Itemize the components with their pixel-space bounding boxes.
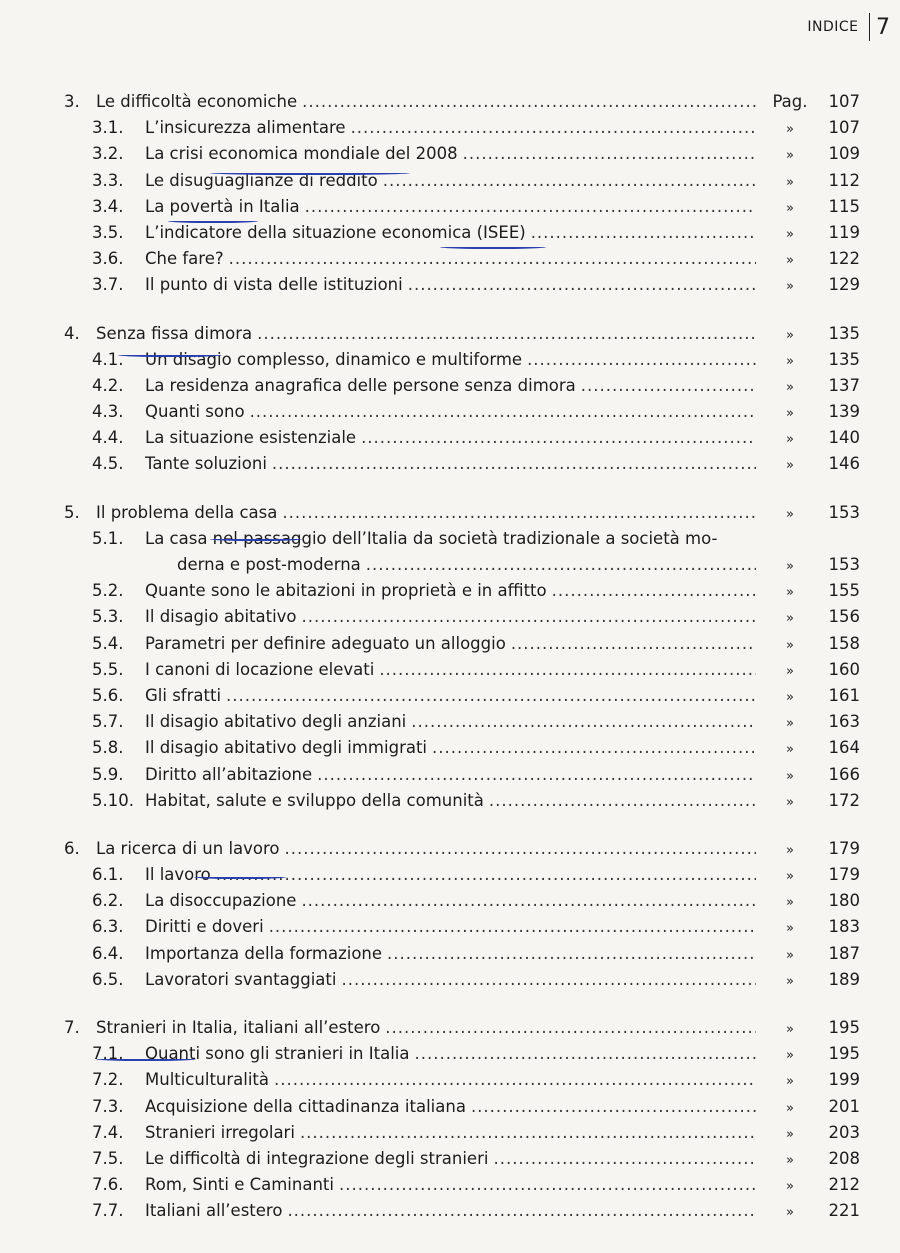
page-marker: » [786,663,794,679]
entry-number: 5.6. [92,685,124,705]
section-entry [60,454,860,480]
entry-number: 4.3. [92,402,124,422]
dot-leader [300,1123,756,1142]
page-marker: » [786,253,794,269]
dot-leader [552,581,756,600]
page-marker: » [786,200,794,216]
section-entry [60,607,860,633]
chapter-block [60,1018,860,1228]
section-entry [60,865,860,891]
entry-number: 7.5. [92,1148,124,1168]
entry-title: Stranieri irregolari [145,1122,295,1142]
section-entry [60,428,860,454]
chapter-entry [60,324,860,350]
page-ref: 129 [828,275,860,295]
entry-number: 5.5. [92,659,124,679]
entry-title: Il disagio abitativo degli immigrati [145,738,428,758]
entry-number: 7.2. [92,1070,124,1090]
page-marker: » [786,637,794,653]
dot-leader [305,197,756,216]
page-marker: » [786,148,794,164]
dot-leader [282,503,756,522]
entry-number: 7.6. [92,1175,124,1195]
section-entry [60,144,860,170]
pen-underline [210,536,302,541]
entry-number: 4.1. [92,349,124,369]
page-marker: » [786,353,794,369]
entry-title: Diritto all’abitazione [145,764,313,784]
section-entry [60,1070,860,1096]
page-marker: » [786,869,794,885]
page-marker: » [786,174,794,190]
entry-title: Lavoratori svantaggiati [145,969,337,989]
entry-title: Quanti sono gli stranieri in Italia [145,1044,410,1064]
page-ref: 195 [828,1018,860,1037]
dot-leader [411,712,756,731]
dot-leader [287,1201,756,1220]
section-entry [60,765,860,791]
page-marker: » [786,226,794,242]
entry-title: Importanza della formazione [145,943,383,963]
dot-leader [463,144,756,163]
section-entry [60,402,860,428]
dot-leader [489,791,756,810]
page-marker: » [786,506,794,522]
page-marker: » [786,1152,794,1168]
entry-number: 7.4. [92,1122,124,1142]
entry-number: 4.2. [92,375,124,395]
section-entry [60,529,860,555]
dot-leader [387,944,756,963]
page-ref: 166 [828,764,860,784]
entry-title: Multiculturalità [145,1070,270,1090]
dot-leader [493,1149,756,1168]
page-marker: » [786,794,794,810]
page-ref: 158 [828,633,860,653]
entry-title: Parametri per definire adeguato un alloggio [145,633,506,653]
page-ref: 172 [828,790,860,810]
entry-number: 5.4. [92,633,124,653]
entry-title: L’insicurezza alimentare [145,118,346,138]
entry-title: Un disagio complesso, dinamico e multiforme [145,349,523,369]
page-ref: 203 [828,1122,860,1142]
entry-title: La residenza anagrafica delle persone senza dimora [145,375,576,395]
pen-underline [440,244,546,249]
page-ref: 161 [828,685,860,705]
dot-leader [385,1018,756,1037]
entry-number: 3.1. [92,118,124,138]
page-marker: » [786,1100,794,1116]
entry-number: 5.7. [92,712,124,732]
page-ref: 164 [828,738,860,758]
entry-title: Il disagio abitativo degli anziani [145,712,407,732]
page-ref: 139 [828,402,860,422]
section-entry [60,1097,860,1123]
entry-title: La disoccupazione [145,891,297,911]
page-marker: » [786,611,794,627]
page-marker: » [786,122,794,138]
page-marker: » [786,689,794,705]
dot-leader [511,634,756,653]
page-ref: 208 [828,1148,860,1168]
dot-leader [302,607,756,626]
page-ref: 155 [828,581,860,601]
section-entry [60,660,860,686]
page-ref: 187 [828,943,860,963]
entry-title: La crisi economica mondiale del 2008 [145,144,458,164]
section-entry [60,944,860,970]
page-ref: 135 [828,349,860,369]
section-entry [60,634,860,660]
entry-title: La casa nel passaggio dell’Italia da società tradizionale a società mo- [145,528,718,548]
dot-leader [285,839,756,858]
entry-number: 3.2. [92,144,124,164]
entry-number: 5. [64,502,80,522]
entry-title: Quante sono le abitazioni in proprietà e in affitto [145,581,547,601]
section-entry [60,1175,860,1201]
page-ref: 179 [828,865,860,885]
dot-leader [317,765,756,784]
chapter-entry [60,92,860,118]
entry-number: 3.7. [92,275,124,295]
page-marker: » [786,327,794,343]
entry-title: Italiani all’estero [145,1201,283,1221]
entry-number: 7.1. [92,1044,124,1064]
page-marker: » [786,559,794,574]
entry-number: 6.4. [92,943,124,963]
entry-title: Il punto di vista delle istituzioni [145,275,403,295]
page-ref: 212 [828,1175,860,1195]
section-entry [60,791,860,817]
entry-title: Habitat, salute e sviluppo della comunità [145,790,484,810]
pen-underline [168,218,258,223]
entry-number: 7. [64,1018,80,1037]
dot-leader [379,660,756,679]
page-number: 7 [876,14,890,40]
entry-number: 3.3. [92,170,124,190]
section-entry [60,1201,860,1227]
chapter-block [60,503,860,817]
dot-leader [301,891,756,910]
page-marker: » [786,1126,794,1142]
entry-number: 5.1. [92,528,124,548]
page-ref: 201 [828,1096,860,1116]
dot-leader [366,555,756,574]
chapter-block [60,839,860,996]
page-ref: 137 [828,375,860,395]
page-ref: 199 [828,1070,860,1090]
page-marker: Pag. [772,92,808,111]
running-header [807,12,890,42]
dot-leader [229,249,756,268]
entry-title: La povertà in Italia [145,196,300,216]
page-ref: 109 [828,144,860,164]
entry-title: I canoni di locazione elevati [145,659,375,679]
entry-title: Rom, Sinti e Caminanti [145,1175,334,1195]
entry-title-continuation: derna e post-moderna [177,555,361,574]
page-marker: » [786,1022,794,1037]
pen-underline [210,170,410,175]
entry-title: Le disuguaglianze di reddito [145,170,378,190]
page-marker: » [786,1205,794,1221]
entry-number: 4. [64,323,80,343]
entry-title: Quanti sono [145,402,245,422]
page-ref: 112 [828,170,860,190]
dot-leader [272,454,756,473]
page-marker: » [786,1074,794,1090]
page-marker: » [786,1179,794,1195]
entry-number: 6.1. [92,865,124,885]
page-marker: » [786,768,794,784]
page-ref: 146 [828,454,860,474]
page-ref: 107 [828,118,860,138]
section-entry [60,686,860,712]
page-marker: » [786,842,794,858]
dot-leader [351,118,756,137]
page-ref: 156 [828,607,860,627]
page-ref: 163 [828,712,860,732]
page-ref: 180 [828,891,860,911]
page-marker: » [786,921,794,937]
page-marker: » [786,585,794,601]
page-marker: » [786,432,794,448]
entry-number: 5.8. [92,738,124,758]
dot-leader [339,1175,756,1194]
dot-leader [414,1044,756,1063]
entry-title: Le difficoltà di integrazione degli stranieri [145,1148,489,1168]
chapter-entry [60,839,860,865]
entry-number: 3.5. [92,222,124,242]
section-entry [60,118,860,144]
dot-leader [361,428,756,447]
entry-number: 6.3. [92,917,124,937]
dot-leader [432,738,756,757]
dot-leader [527,350,756,369]
pen-underline [118,352,222,357]
dot-leader [269,917,756,936]
page-ref: 189 [828,969,860,989]
pen-underline [194,874,286,879]
entry-number: 6.5. [92,969,124,989]
entry-number: 5.10. [92,790,134,810]
page-ref: 160 [828,659,860,679]
chapter-entry [60,1018,860,1044]
dot-leader [250,402,756,421]
dot-leader [226,686,756,705]
section-entry [60,275,860,301]
page-ref: 107 [828,92,860,111]
entry-title: L’indicatore della situazione economica (ISEE) [145,222,526,242]
page-ref: 115 [828,196,860,216]
page-marker: » [786,947,794,963]
page-ref: 183 [828,917,860,937]
page-marker: » [786,895,794,911]
page-ref: 221 [828,1201,860,1221]
entry-title: Stranieri in Italia, italiani all’estero [96,1018,381,1037]
chapter-block [60,324,860,481]
dot-leader [581,376,756,395]
dot-leader [274,1070,756,1089]
page-ref: 153 [828,502,860,522]
page-marker: » [786,973,794,989]
page-ref: 195 [828,1044,860,1064]
dot-leader [257,324,756,343]
page-ref: 135 [828,323,860,343]
entry-title: Acquisizione della cittadinanza italiana [145,1096,466,1116]
page-ref: 119 [828,222,860,242]
table-of-contents [60,92,860,1250]
entry-title: La ricerca di un lavoro [96,838,280,858]
entry-title: Il disagio abitativo [145,607,297,627]
entry-number: 5.9. [92,764,124,784]
entry-number: 6. [64,838,80,858]
section-entry [60,555,860,581]
section-entry [60,171,860,197]
page-marker: » [786,279,794,295]
section-entry [60,376,860,402]
section-entry [60,1149,860,1175]
dot-leader [216,865,756,884]
section-entry [60,970,860,996]
section-entry [60,738,860,764]
dot-leader [408,275,756,294]
entry-number: 3. [64,92,80,111]
entry-title: Il lavoro [145,865,211,885]
page-ref: 140 [828,428,860,448]
entry-number: 5.3. [92,607,124,627]
entry-number: 6.2. [92,891,124,911]
entry-number: 4.4. [92,428,124,448]
chapter-entry [60,503,860,529]
section-entry [60,712,860,738]
section-entry [60,249,860,275]
entry-number: 5.2. [92,581,124,601]
entry-title: Senza fissa dimora [96,323,253,343]
page-ref: 153 [828,555,860,574]
page-ref: 122 [828,249,860,269]
entry-number: 7.7. [92,1201,124,1221]
section-entry [60,917,860,943]
page-marker: » [786,742,794,758]
entry-title: La situazione esistenziale [145,428,357,448]
section-entry [60,1123,860,1149]
section-entry [60,891,860,917]
page-marker: » [786,716,794,732]
entry-title: Gli sfratti [145,685,222,705]
running-title: INDICE [807,19,859,35]
page-marker: » [786,379,794,395]
page-marker: » [786,458,794,474]
page-marker: » [786,406,794,422]
entry-number: 7.3. [92,1096,124,1116]
dot-leader [302,92,756,111]
entry-title: Tante soluzioni [145,454,267,474]
entry-number: 3.4. [92,196,124,216]
entry-title: Le difficoltà economiche [96,92,298,111]
entry-title: Diritti e doveri [145,917,264,937]
section-entry [60,581,860,607]
page-ref: 179 [828,838,860,858]
dot-leader [531,223,756,242]
entry-number: 3.6. [92,249,124,269]
dot-leader [383,171,756,190]
pen-underline [96,1056,196,1061]
entry-title: Il problema della casa [96,502,278,522]
entry-number: 4.5. [92,454,124,474]
page-marker: » [786,1048,794,1064]
dot-leader [471,1097,756,1116]
header-rule [869,13,871,41]
dot-leader [341,970,756,989]
entry-title: Che fare? [145,249,224,269]
chapter-block [60,92,860,302]
